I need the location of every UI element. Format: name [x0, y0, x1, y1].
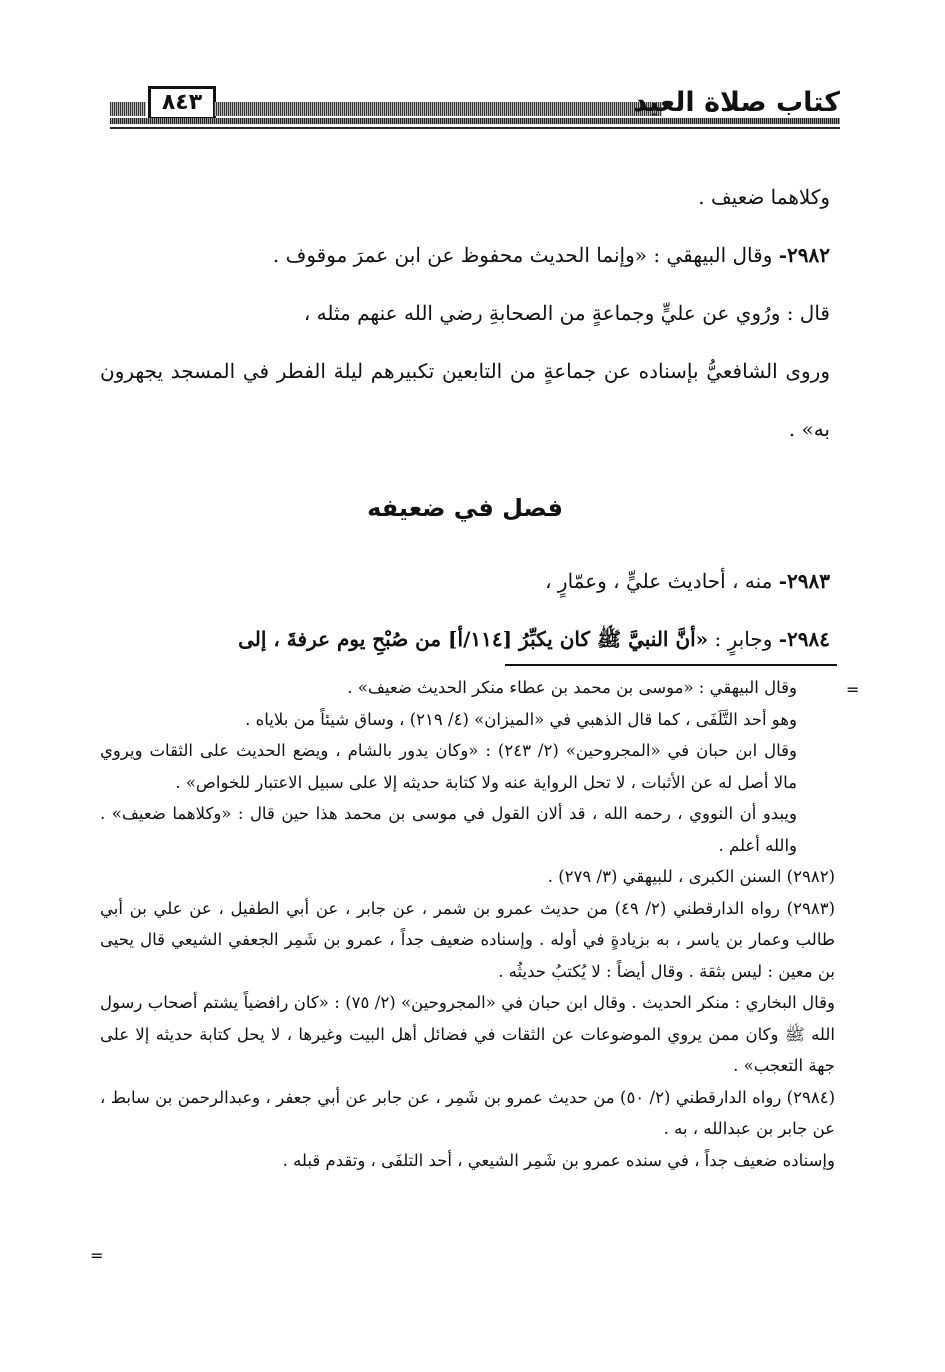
header-rule-thin [110, 127, 840, 129]
hadith-number: ٢٩٨٢- [778, 243, 830, 267]
header-ornament-middle [214, 102, 662, 116]
footnote-2984-cont: وإسناده ضعيف جداً ، في سنده عمرو بن شَمِر الشيعي ، أحد التلفَى ، وتقدم قبله . [282, 1150, 835, 1170]
text-line: وكلاهما ضعيف . [698, 185, 830, 209]
hadith-number: ٢٩٨٤- [778, 627, 830, 651]
page-number: ٨٤٣ [148, 86, 216, 120]
footnote-2982: (٢٩٨٢) السنن الكبرى ، للبيهقي (٣/ ٢٧٩) . [547, 867, 835, 886]
hadith-2984 [100, 610, 830, 668]
section-heading: فصل في ضعيفه [367, 494, 563, 522]
footnotes [100, 672, 835, 1176]
hadith-text: وقال البيهقي : «وإنما الحديث محفوظ عن ابن عمرَ موقوف . [272, 243, 773, 267]
footnote-line: وقال البيهقي : «موسى بن محمد بن عطاء منكر الحديث ضعيف» . [347, 678, 797, 697]
footnote-line: وهو أحد التَّلَفَى ، كما قال الذهبي في «الميزان» (٤/ ٢١٩) ، وساق شيئاً من بلاياه . [245, 709, 797, 729]
header-rule-thick [110, 118, 840, 124]
text-line: قال : ورُوي عن عليٍّ وجماعةٍ من الصحابةِ رضي الله عنهم مثله ، [303, 301, 830, 325]
footnote-2984: (٢٩٨٤) رواه الدارقطني (٢/ ٥٠) من حديث عمرو بن شَمِر ، عن جابر عن أبي جعفر ، وعبدالرحمن بن سابط ، عن جابر بن عبدالله ، به . [100, 1087, 835, 1138]
hadith-quote: «أنَّ النبيَّ ﷺ كان يكبِّرُ [١١٤/أ] من صُبْحِ يوم عرفةَ ، إلى [238, 627, 709, 651]
text-paragraph: وروى الشافعيُّ بإسناده عن جماعةٍ من التابعين تكبيرهم ليلة الفطر في المسجد يجهرون به» . [100, 359, 830, 441]
footnote-2983-cont: وقال البخاري : منكر الحديث . وقال ابن حبان في «المجروحين» (٢/ ٧٥) : «كان رافضياً يشتم أصحاب رسول الله ﷺ وكان ممن يروي الموضوعات عن الثقات في فضائل أهل البيت وغيرها ، لا يحل كتابة حديثه إلا على جهة التعجب» . [100, 993, 836, 1075]
header-ornament-left [110, 102, 146, 116]
main-text [100, 168, 830, 668]
hadith-2983 [100, 552, 830, 610]
continuation-mark: = [846, 680, 860, 699]
hadith-2982 [100, 226, 830, 284]
footnote-line: وقال ابن حبان في «المجروحين» (٢/ ٢٤٣) : «وكان يدور بالشام ، ويضع الحديث على الثقات ويروي مالا أصل له عن الأثبات ، لا تحل الرواية عنه ولا كتابة حديثه إلا على سبيل الاعتبار للخواص» . [100, 741, 797, 792]
continuation-mark: = [90, 1246, 104, 1265]
footnote-separator [505, 664, 837, 666]
hadith-number: ٢٩٨٣- [778, 569, 830, 593]
hadith-text: وجابرٍ : [714, 627, 773, 651]
book-title: كتاب صلاة العيد [633, 87, 840, 118]
hadith-text: منه ، أحاديث عليٍّ ، وعمّارٍ ، [545, 569, 773, 593]
footnote-2983: (٢٩٨٣) رواه الدارقطني (٢/ ٤٩) من حديث عمرو بن شمر ، عن جابر ، عن أبي الطفيل ، عن علي بن أبي طالب وعمار بن ياسر ، به بزيادةٍ في أوله . وإسناده ضعيف جداً ، عمرو بن شَمِر الجعفي الشيعي قال يحيى بن معين : ليس بثقة . وقال أيضاً : لا يُكتبُ حديثُه . [100, 898, 835, 981]
footnote-line: ويبدو أن النووي ، رحمه الله ، قد ألان القول في موسى بن محمد هذا حين قال : «وكلاهما ضعيف» . والله أعلم . [100, 804, 797, 855]
page-header [110, 82, 840, 132]
